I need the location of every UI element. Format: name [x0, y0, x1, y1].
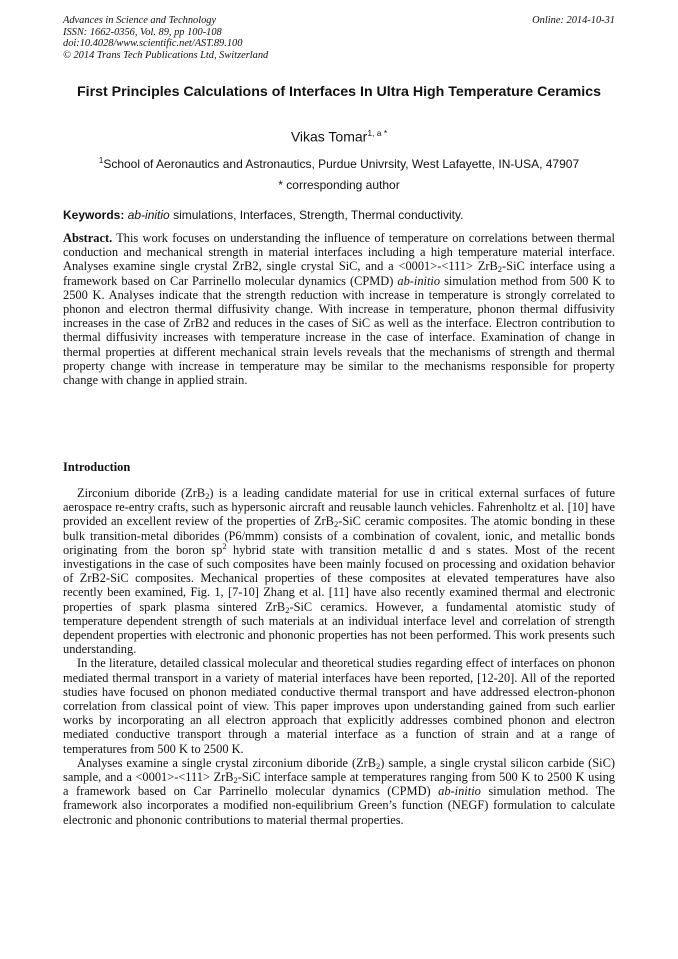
introduction-body	[63, 486, 615, 827]
p3-sub-1: 2	[376, 760, 381, 771]
p3-text-b: ) sample, a single crystal silicon carbide (SiC) sample, and a <0001>-<111> ZrB	[63, 755, 615, 785]
p1-text-d: hybrid state with transition metallic d and s states. Most of the recent investigations in the case of such composites have been mainly focused on processing and oxidation behavior of ZrB2-SiC composites. Mechanical properties of these composites at elevated temperatures have also recently been examined, Fig. 1, [7-10] Zhang et al. [11] have also recently examined thermal and electronic properties of spark plasma sintered ZrB	[63, 542, 616, 614]
p1-sub-3: 2	[285, 604, 290, 615]
p3-text-a: Analyses examine a single crystal zirconium diboride (ZrB	[77, 755, 377, 770]
p3-sub-2: 2	[233, 775, 238, 786]
journal-name: Advances in Science and Technology	[63, 15, 217, 26]
keywords-label: Keywords:	[63, 208, 125, 222]
author-line	[63, 128, 615, 145]
p3-italic: ab-initio	[438, 784, 481, 799]
affiliation-text: School of Aeronautics and Astronautics, Purdue Univrsity, West Lafayette, IN-USA, 47907	[103, 157, 580, 171]
abstract-sub: 2	[497, 264, 503, 275]
online-date: Online: 2014-10-31	[532, 15, 615, 26]
intro-paragraph-2: In the literature, detailed classical molecular and theoretical studies regarding effect of interfaces on phonon mediated thermal transport in a variety of material interfaces have been reported, [12-20]. All of the reported studies have focused on phonon mediated conductive thermal transport and have addressed electron-phonon correlation from classical point of view. This paper improves upon understanding gained from such earlier works by incorporating an all electron approach that explicitly addresses combined phonon and electron mediated conductive transport through a material interface as a function of strain and at a range of temperatures from 500 K to 2500 K.	[63, 656, 615, 756]
abstract-text-3: simulation method from 500 K to 2500 K. Analyses indicate that the strength reduction with increase in temperature is strongly correlated to phonon and electron thermal diffusivity change. With increase in temperature, phonon thermal diffusivity increases in the case of ZrB2 and reduces in the cases of SiC as well as the interface. Electron contribution to thermal diffusivity increases with temperature increase in the case of interface. Examination of change in thermal properties at different mechanical strain levels reveals that the mechanisms of strength and thermal property change with increase in temperature may be similar to the mechanisms responsible for property change with change in applied strain.	[63, 273, 615, 388]
p1-sup: 2	[222, 540, 227, 551]
corresponding-author-note: * corresponding author	[278, 178, 400, 192]
issn-line: ISSN: 1662-0356, Vol. 89, pp 100-108	[63, 26, 222, 38]
copyright-line: © 2014 Trans Tech Publications Ltd, Switzerland	[63, 49, 269, 61]
intro-paragraph-1	[63, 486, 615, 656]
p3-text-c: -SiC interface sample at temperatures ranging from 500 K to 2500 K using a framework based on Car Parrinello molecular dynamics (CPMD)	[63, 770, 615, 799]
keywords	[63, 208, 615, 222]
paper-title: First Principles Calculations of Interfaces In Ultra High Temperature Ceramics	[76, 84, 602, 100]
abstract-text-2: -SiC interface using a framework based on Car Parrinello molecular dynamics (CPMD)	[63, 259, 615, 288]
p3-text-d: simulation method. The framework also incorporates a modified non-equilibrium Green’s function (NEGF) formulation to calculate electronic and phononic contributions to material thermal properties.	[63, 784, 615, 827]
p1-text-b: ) is a leading candidate material for use in critical external surfaces of future aerospace re-entry crafts, such as hypersonic aircraft and reusable launch vehicles. Fahrenholtz et al. [10] have provided an excellent review of the properties of ZrB	[63, 486, 615, 529]
abstract-text-1: This work focuses on understanding the influence of temperature on correlations between thermal conduction and mechanical strength in material interfaces including a high temperature material interface. Analyses examine single crystal ZrB2, single crystal SiC, and a <0001>-<111> ZrB	[63, 231, 615, 274]
p1-sub-2: 2	[333, 519, 339, 530]
author-name: Vikas Tomar	[290, 128, 368, 145]
author-marks: 1, a *	[367, 128, 388, 138]
p1-text-a: Zirconium diboride (ZrB	[77, 486, 206, 500]
abstract-italic: ab-initio	[397, 273, 441, 288]
doi-line: doi:10.4028/www.scientific.net/AST.89.100	[63, 38, 243, 50]
p1-text-c: -SiC ceramic composites. The atomic bonding in these bulk transition-metal diborides (P6/mmm) consists of a combination of covalent, ionic, and metallic bonds originating from the boron sp	[63, 514, 616, 557]
affiliation-mark: 1	[98, 156, 104, 165]
abstract-label: Abstract.	[63, 231, 113, 245]
journal-header	[63, 15, 615, 61]
affiliation	[63, 156, 615, 171]
p1-text-e: -SiC ceramics. However, a fundamental atomistic study of temperature dependent strength of such materials at an individual interface level and correlation of strength dependent properties with electronic and phononic properties has not been performed. This work presents such understanding.	[63, 599, 615, 657]
section-heading-introduction: Introduction	[63, 460, 131, 474]
abstract	[63, 231, 615, 387]
keywords-list: simulations, Interfaces, Strength, Thermal conductivity.	[169, 208, 464, 222]
p1-sub-1: 2	[205, 491, 210, 501]
keywords-italic: ab-initio	[127, 208, 170, 222]
intro-paragraph-3	[63, 756, 615, 827]
